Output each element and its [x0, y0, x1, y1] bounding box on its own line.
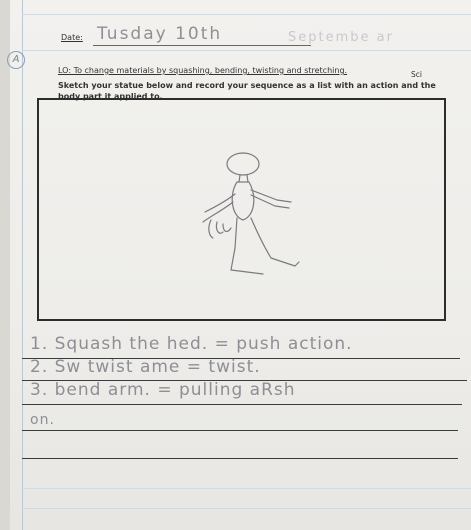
statue-sketch: [37, 98, 442, 317]
statue-right-leg: [251, 218, 299, 266]
notebook-rule: [22, 508, 471, 509]
writing-line: [22, 430, 458, 431]
statue-left-leg: [231, 218, 263, 274]
date-underline: [93, 45, 311, 46]
sequence-item-4: on.: [30, 412, 55, 428]
subject-label: Sci: [411, 70, 422, 79]
margin-circle-mark: A: [7, 51, 25, 69]
date-month-handwritten: Septembe ar: [288, 30, 394, 45]
notebook-rule: [22, 488, 471, 489]
statue-torso: [232, 182, 254, 220]
statue-neck: [239, 175, 248, 182]
notebook-rule: [22, 14, 471, 15]
writing-line: [22, 458, 458, 459]
sequence-item-1: 1. Squash the hed. = push action.: [30, 334, 353, 354]
page-binding-stripe: [0, 0, 10, 530]
sequence-item-2: 2. Sw twist ame = twist.: [30, 357, 261, 377]
statue-head: [227, 153, 259, 175]
date-label: Date:: [61, 33, 83, 42]
notebook-rule: [22, 50, 471, 51]
instructions-text: Sketch your statue below and record your sequence as a list with an action and the body part it applied to.: [58, 81, 436, 101]
margin-line: [22, 0, 23, 530]
sequence-item-3: 3. bend arm. = pulling aRsh: [30, 380, 296, 400]
statue-left-hand: [203, 194, 235, 238]
date-handwritten: Tusday 10th: [97, 24, 223, 44]
writing-line: [22, 404, 462, 405]
learning-objective: LO: To change materials by squashing, bending, twisting and stretching.: [58, 66, 348, 75]
statue-right-arm: [251, 190, 291, 208]
